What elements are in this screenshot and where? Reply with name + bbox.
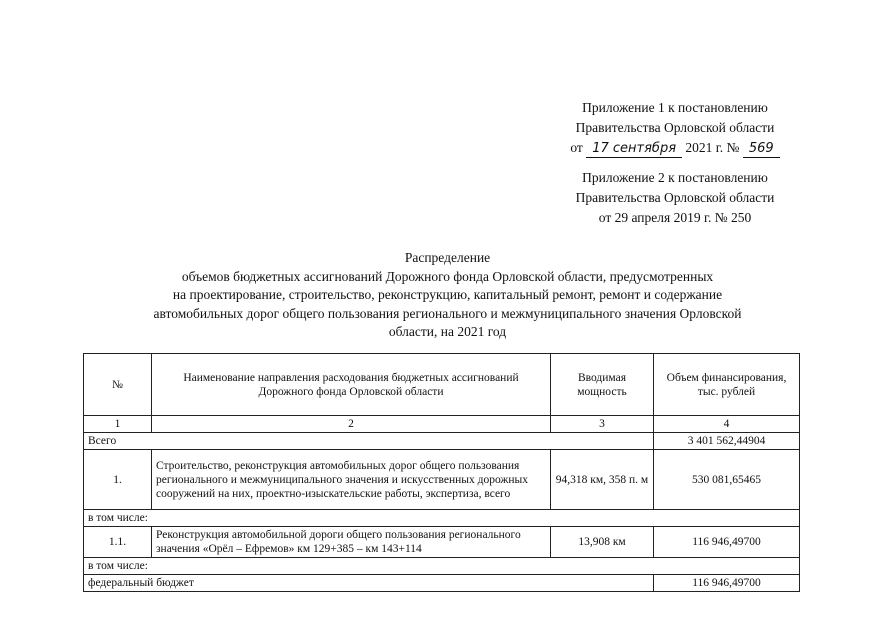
appendix-1-date: [530, 138, 820, 158]
title-line-2: объемов бюджетных ассигнований Дорожного фонда Орловской области, предусмотренных: [181, 268, 714, 284]
document-title: [100, 249, 795, 342]
including-label-2: в том числе:: [84, 558, 800, 575]
including-row-1: [84, 510, 800, 527]
row-1-value: 530 081,65465: [654, 450, 800, 510]
row-1-capacity: 94,318 км, 358 п. м: [551, 450, 654, 510]
row-1-num: 1.: [84, 450, 152, 510]
header-num: №: [84, 354, 152, 416]
appendix-2-line2: Правительства Орловской области: [575, 190, 775, 205]
title-line-1: Распределение: [404, 250, 491, 265]
column-numbers-row: [84, 416, 800, 433]
handwritten-date: 17 сентября: [586, 141, 682, 158]
title-line-5: области, на 2021 год: [388, 324, 507, 339]
table-row: [84, 450, 800, 510]
total-value: 3 401 562,44904: [654, 433, 800, 450]
header-row: [84, 354, 800, 416]
appendix-1-line2: Правительства Орловской области: [575, 120, 775, 135]
handwritten-number: 569: [743, 141, 780, 158]
appendix-2-line1: Приложение 2 к постановлению: [582, 170, 768, 185]
appendix-1-header: [530, 98, 820, 158]
row-1-1-name: Реконструкция автомобильной дороги общего пользования регионального значения «Орёл – Ефремов» км 129+385 – км 143+114: [152, 527, 551, 558]
row-1-1-value: 116 946,49700: [654, 527, 800, 558]
federal-value: 116 946,49700: [654, 575, 800, 592]
total-row: [84, 433, 800, 450]
col-number-3: 3: [551, 416, 654, 433]
title-line-4: автомобильных дорог общего пользования регионального и межмуниципального значения Орловской: [153, 305, 742, 321]
appendix-2-header: [530, 168, 820, 228]
total-label: Всего: [84, 433, 654, 450]
including-label-1: в том числе:: [84, 510, 800, 527]
federal-label: федеральный бюджет: [84, 575, 654, 592]
including-row-2: [84, 558, 800, 575]
appendix-1-line1: Приложение 1 к постановлению: [582, 100, 768, 115]
title-line-3: на проектирование, строительство, реконструкцию, капитальный ремонт, ремонт и содержание: [172, 287, 723, 302]
federal-row: [84, 575, 800, 592]
row-1-1-num: 1.1.: [84, 527, 152, 558]
col-number-4: 4: [654, 416, 800, 433]
col-number-1: 1: [84, 416, 152, 433]
col-number-2: 2: [152, 416, 551, 433]
table-row: [84, 527, 800, 558]
header-name: Наименование направления расходования бюджетных ассигнований Дорожного фонда Орловской области: [152, 354, 551, 416]
row-1-name: Строительство, реконструкция автомобильных дорог общего пользования регионального и межмуниципального значения и искусственных дорожных сооружений на них, проектно-изыскательские работы, экспертиза, всего: [152, 450, 551, 510]
header-volume: Объем финансирования, тыс. рублей: [654, 354, 800, 416]
budget-table: [83, 353, 800, 592]
header-capacity: Вводимая мощность: [551, 354, 654, 416]
date-prefix: от: [570, 140, 583, 155]
date-year: 2021 г. №: [685, 140, 740, 155]
appendix-2-line3: от 29 апреля 2019 г. № 250: [598, 210, 752, 225]
row-1-1-capacity: 13,908 км: [551, 527, 654, 558]
